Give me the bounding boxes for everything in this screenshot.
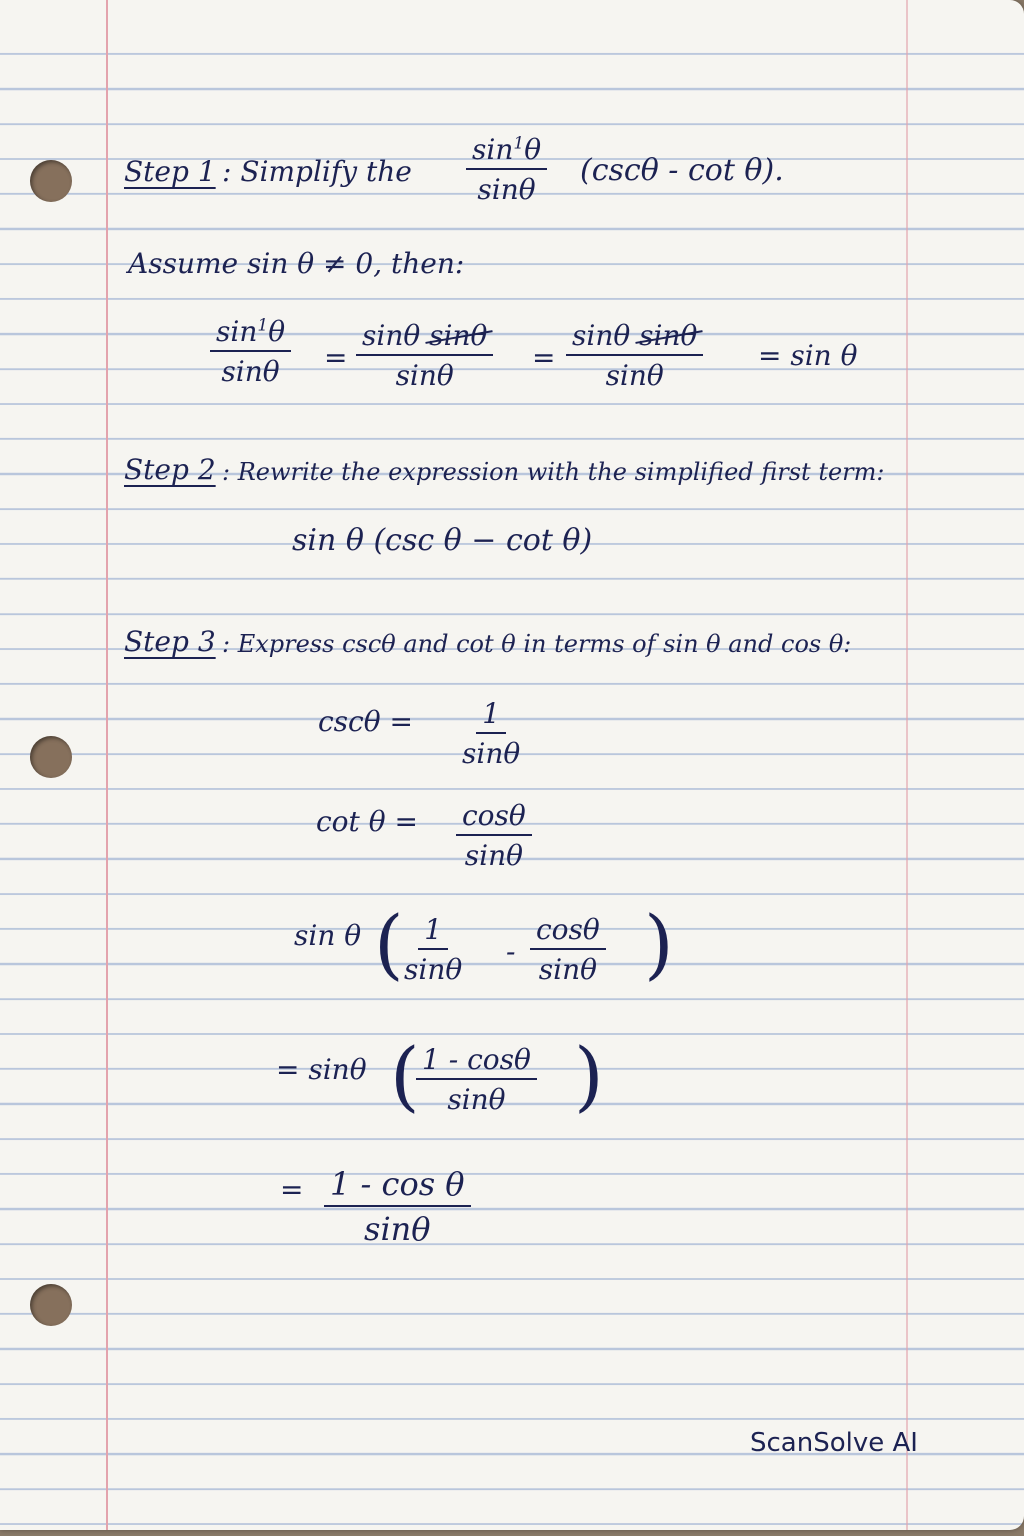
cot-definition-lhs: cot θ = — [316, 805, 418, 838]
simplify-fraction-3: $\frac{\text{sinθ sinθ}}{\sin\theta}$ — [566, 320, 703, 392]
close-paren-2: ) — [574, 1031, 604, 1120]
close-paren-1: ) — [644, 899, 674, 988]
simplify-result: = sin θ — [758, 339, 858, 372]
left-margin-line — [106, 0, 108, 1530]
simplify-equals-2: = — [532, 341, 556, 374]
assume-line: Assume sin θ ≠ 0, then: — [128, 247, 465, 280]
combined-fraction: $\frac{1 - \cos\theta}{\sin\theta}$ — [416, 1044, 537, 1116]
open-paren-1: ( — [374, 899, 404, 988]
step2-expression: sin θ (csc θ − cot θ) — [292, 523, 593, 558]
step2-text: : Rewrite the expression with the simplified first term: — [222, 458, 885, 486]
step1-text: : Simplify the — [222, 155, 412, 188]
final-equals: = — [280, 1173, 304, 1206]
csc-definition-fraction: $\frac{1}{\sin\theta}$ — [462, 697, 521, 771]
step3-text: : Express cscθ and cot θ in terms of sin θ and cos θ: — [222, 630, 852, 658]
step2-label: Step 2 — [124, 453, 216, 486]
substitution-fraction-2: $\frac{\cos\theta}{\sin\theta}$ — [530, 914, 606, 986]
final-answer-fraction: $\frac{\text{1 - cos θ}}{\sin\theta}$ — [324, 1166, 471, 1248]
step3-label: Step 3 — [124, 625, 216, 658]
open-paren-2: ( — [390, 1031, 420, 1120]
combined-lhs: = sinθ — [276, 1053, 367, 1086]
binder-hole-middle — [30, 736, 72, 778]
substitution-minus: - — [506, 935, 516, 968]
binder-hole-bottom — [30, 1284, 72, 1326]
substitution-fraction-1: $\frac{1}{\sin\theta}$ — [404, 913, 463, 987]
brand-watermark: ScanSolve AI — [750, 1428, 918, 1458]
simplify-equals-1: = — [324, 341, 348, 374]
step1-tail: (cscθ - cot θ). — [580, 153, 784, 188]
simplify-fraction-2: $\frac{\text{sinθ sinθ}}{\sin\theta}$ — [356, 320, 493, 392]
csc-definition-lhs: cscθ = — [318, 705, 413, 738]
right-margin-line — [906, 0, 908, 1530]
binder-hole-top — [30, 160, 72, 202]
step1-label: Step 1 — [124, 155, 216, 188]
step1-fraction: $\frac{\sin^1\theta}{\sin\theta}$ — [466, 134, 547, 206]
simplify-fraction-1: $\frac{\sin^1\theta}{\sin\theta}$ — [210, 316, 291, 388]
substitution-lhs: sin θ — [294, 919, 362, 952]
cot-definition-fraction: $\frac{\cos\theta}{\sin\theta}$ — [456, 800, 532, 872]
